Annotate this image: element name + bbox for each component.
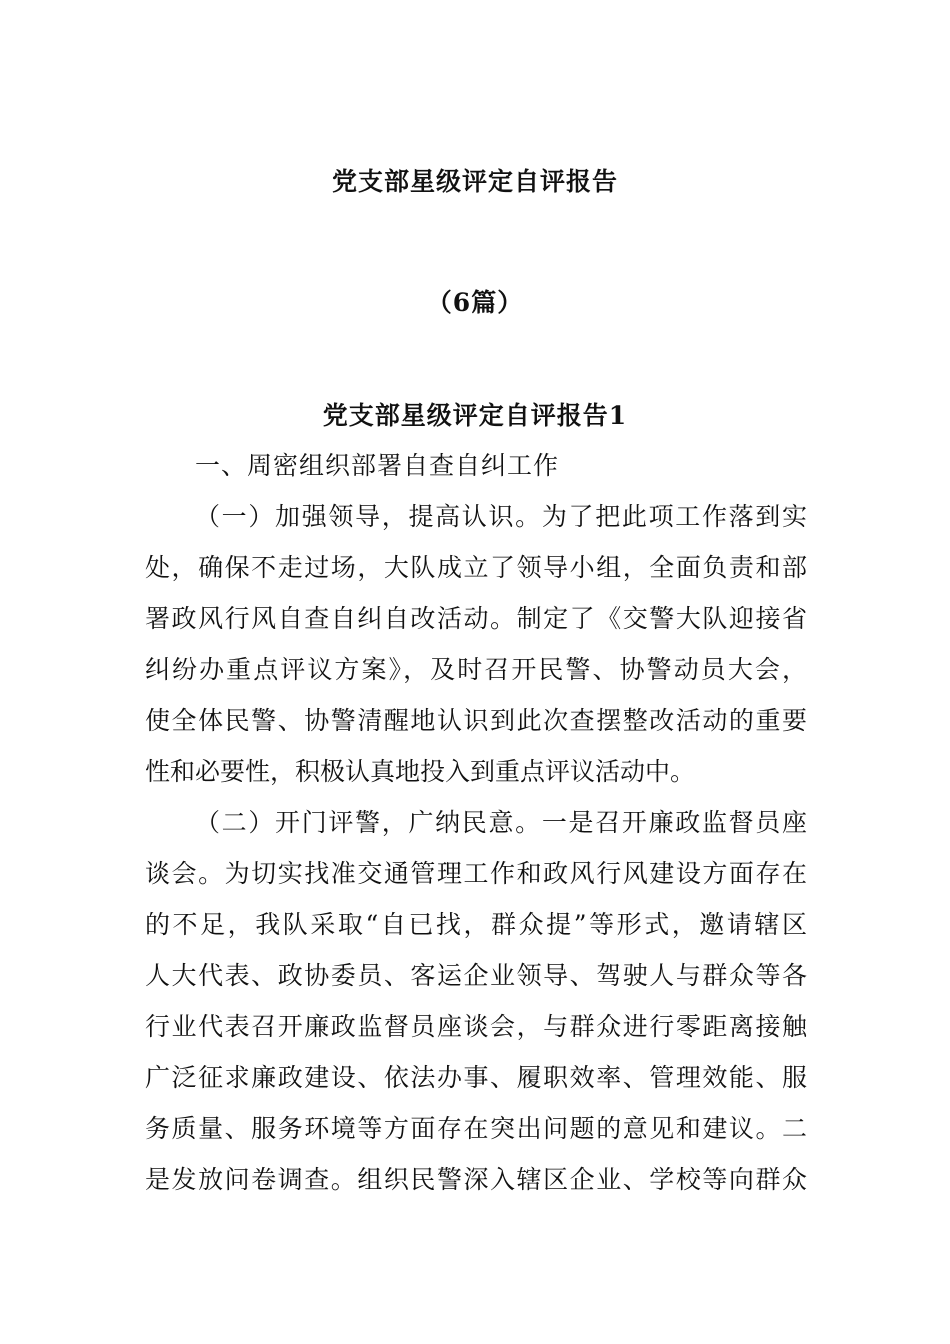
paragraph-line: 性和必要性，积极认真地投入到重点评议活动中。: [145, 757, 696, 786]
paragraph-line: 人大代表、政协委员、客运企业领导、驾驶人与群众等各: [145, 961, 807, 990]
paragraph-line: 是发放问卷调查。组织民警深入辖区企业、学校等向群众: [145, 1165, 807, 1194]
paragraph-line: 广泛征求廉政建设、依法办事、履职效率、管理效能、服: [145, 1063, 807, 1092]
paragraph-line: （二）开门评警，广纳民意。一是召开廉政监督员座: [195, 808, 807, 837]
paragraph-line: 务质量、服务环境等方面存在突出问题的意见和建议。二: [145, 1114, 807, 1143]
paragraph-line: （一）加强领导，提高认识。为了把此项工作落到实: [195, 502, 807, 531]
paragraph-line: 的不足，我队采取“自已找，群众提”等形式，邀请辖区: [145, 910, 807, 939]
paragraph-line: 谈会。为切实找准交通管理工作和政风行风建设方面存在: [145, 859, 807, 888]
section-heading: 一、周密组织部署自查自纠工作: [195, 451, 560, 480]
paragraph-line: 纠纷办重点评议方案》，及时召开民警、协警动员大会，: [145, 655, 807, 684]
document-body: [145, 440, 807, 1205]
paragraph-line: 署政风行风自查自纠自改活动。制定了《交警大队迎接省: [145, 604, 807, 633]
document-count: （6篇）: [426, 288, 524, 317]
document-title: 党支部星级评定自评报告: [331, 167, 618, 196]
paragraph-line: 使全体民警、协警清醒地认识到此次查摆整改活动的重要: [145, 706, 807, 735]
paragraph-line: 行业代表召开廉政监督员座谈会，与群众进行零距离接触: [145, 1012, 807, 1041]
paragraph-line: 处，确保不走过场，大队成立了领导小组，全面负责和部: [145, 553, 807, 582]
section-title: 党支部星级评定自评报告1: [322, 401, 628, 430]
